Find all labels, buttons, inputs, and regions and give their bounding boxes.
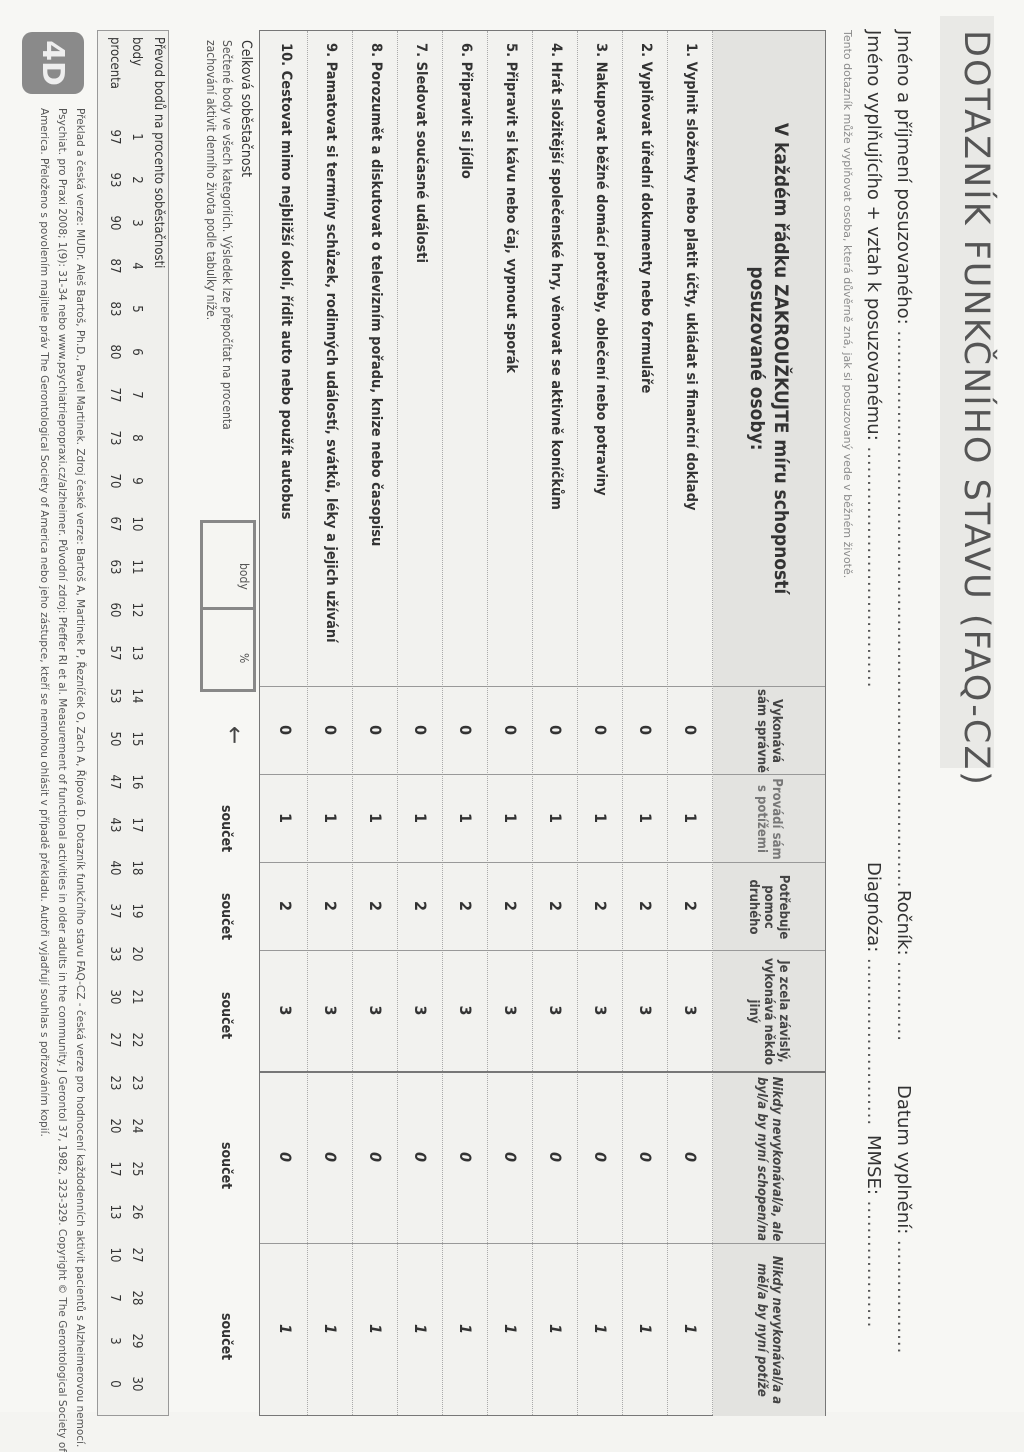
score-option[interactable]: 3 — [366, 1005, 385, 1016]
conversion-points-cell: 16 — [129, 774, 144, 790]
conversion-points-cell: 3 — [129, 219, 144, 227]
faq-table — [259, 30, 826, 1416]
score-option[interactable]: 1 — [321, 1323, 340, 1334]
conversion-percent-cell: 93 — [107, 172, 122, 188]
diagnosis-field[interactable] — [863, 862, 884, 1126]
logo: 4D — [22, 32, 84, 94]
total-box[interactable] — [200, 520, 256, 692]
column-divider — [260, 774, 825, 775]
conversion-percent-cell: 37 — [107, 903, 122, 919]
row-text: Porozumět a diskutovat o televizním pořadu, knize nebo časopisu — [368, 61, 384, 547]
conversion-points-cell: 23 — [129, 1075, 144, 1091]
score-option[interactable]: 1 — [276, 812, 295, 823]
row-label — [399, 43, 442, 263]
instruction-note: Tento dotazník může vyplňovat osoba, která důvěrně zná, jak si posuzovaný vede v běžném životě. — [841, 30, 854, 579]
row-number: 4. — [548, 43, 564, 58]
col-header-5: Nikdy nevykonával/a, ale byl/a by nyní schopen/na — [713, 1071, 825, 1245]
score-option[interactable]: 0 — [546, 1151, 565, 1162]
diagnosis-field-dots: ......................... — [863, 958, 884, 1127]
score-option[interactable]: 1 — [501, 1323, 520, 1334]
row-text: Cestovat mimo nejbližší okolí, řídit auto nebo použít autobus — [278, 70, 294, 520]
conversion-points-cell: 30 — [129, 1376, 144, 1392]
column-divider — [260, 950, 825, 951]
conversion-percent-cell: 83 — [107, 301, 122, 317]
score-option[interactable]: 1 — [501, 812, 520, 823]
score-option[interactable]: 3 — [321, 1005, 340, 1016]
conversion-percent-cell: 40 — [107, 860, 122, 876]
mmse-field-label: MMSE: — [863, 1135, 884, 1195]
score-option[interactable]: 0 — [411, 1151, 430, 1162]
score-option[interactable]: 2 — [591, 900, 610, 911]
row-number: 2. — [638, 43, 654, 58]
row-label — [354, 43, 397, 546]
conversion-points-label: body — [129, 37, 144, 66]
arrow-left-icon: ← — [221, 726, 249, 745]
row-number: 5. — [503, 43, 519, 58]
conversion-percent-cell: 27 — [107, 1032, 122, 1048]
conversion-points-cell: 11 — [129, 559, 144, 575]
score-option[interactable]: 1 — [681, 1323, 700, 1334]
conversion-percent-cell: 63 — [107, 559, 122, 575]
filler-field[interactable] — [863, 30, 884, 689]
conversion-points-cell: 10 — [129, 516, 144, 532]
score-option[interactable]: 2 — [321, 900, 340, 911]
total-box-divider — [203, 607, 253, 610]
conversion-percent-cell: 60 — [107, 602, 122, 618]
col-header-6: Nikdy nevykonával/a a měl/a by nyní potíže — [713, 1243, 825, 1416]
conversion-percent-cell: 3 — [107, 1337, 122, 1345]
sum-col-3: součet — [218, 893, 234, 941]
conversion-percent-cell: 77 — [107, 387, 122, 403]
mmse-field[interactable] — [863, 1135, 884, 1328]
page-title: DOTAZNÍK FUNKČNÍHO STAVU (FAQ-CZ) — [956, 30, 996, 787]
score-option[interactable]: 1 — [321, 812, 340, 823]
conversion-percent-cell: 23 — [107, 1075, 122, 1091]
conversion-points-cell: 28 — [129, 1290, 144, 1306]
sum-col-6: součet — [218, 1313, 234, 1361]
row-label — [579, 43, 622, 496]
row-label — [489, 43, 532, 373]
diagnosis-field-label: Diagnóza: — [863, 862, 884, 953]
table-row — [534, 31, 578, 1415]
year-field-label: Ročník: — [893, 890, 914, 956]
conversion-percent-cell: 80 — [107, 344, 122, 360]
conversion-percent-cell: 0 — [107, 1380, 122, 1388]
score-option[interactable]: 1 — [591, 1323, 610, 1334]
table-row — [624, 31, 668, 1415]
conversion-points-cell: 29 — [129, 1333, 144, 1349]
score-option[interactable]: 1 — [411, 812, 430, 823]
score-option[interactable]: 0 — [366, 724, 385, 735]
row-label — [534, 43, 577, 510]
conversion-points-cell: 13 — [129, 645, 144, 661]
conversion-percent-cell: 10 — [107, 1247, 122, 1263]
conversion-percent-cell: 30 — [107, 989, 122, 1005]
score-option[interactable]: 1 — [546, 812, 565, 823]
conversion-points-cell: 6 — [129, 348, 144, 356]
score-option[interactable]: 3 — [276, 1005, 295, 1016]
row-number: 7. — [413, 43, 429, 58]
score-option[interactable]: 3 — [591, 1005, 610, 1016]
score-option[interactable]: 0 — [366, 1151, 385, 1162]
score-option[interactable]: 0 — [456, 1151, 475, 1162]
score-option[interactable]: 0 — [546, 724, 565, 735]
conversion-percent-cell: 13 — [107, 1204, 122, 1220]
row-number: 8. — [368, 43, 384, 58]
conversion-points-cell: 20 — [129, 946, 144, 962]
name-field-label: Jméno a příjmení posuzovaného: — [893, 30, 914, 325]
score-option[interactable]: 1 — [591, 812, 610, 823]
conversion-points-cell: 14 — [129, 688, 144, 704]
table-row — [444, 31, 488, 1415]
conversion-points-cell: 7 — [129, 391, 144, 399]
row-text: Vyplnit složenky nebo platit účty, ukládat si finanční doklady — [683, 61, 699, 511]
summary-title: Celková soběstačnost — [238, 40, 254, 178]
row-number: 6. — [458, 43, 474, 58]
score-option[interactable]: 1 — [456, 1323, 475, 1334]
row-text: Sledovat současné události — [413, 61, 429, 264]
col-header-1: Vykonává sám správně — [713, 686, 825, 775]
score-option[interactable]: 2 — [501, 900, 520, 911]
conversion-percent-cell: 70 — [107, 473, 122, 489]
conversion-points-cell: 1 — [129, 133, 144, 141]
mmse-field-dots: ................... — [863, 1200, 884, 1329]
score-option[interactable]: 0 — [411, 724, 430, 735]
row-number: 1. — [683, 43, 699, 58]
score-option[interactable]: 0 — [591, 1151, 610, 1162]
row-text: Pamatovat si termíny schůzek, rodinných událostí, svátků, léky a jejich užívání — [323, 61, 339, 643]
conversion-points-cell: 21 — [129, 989, 144, 1005]
table-row — [354, 31, 398, 1415]
row-label — [264, 43, 307, 520]
conversion-points-cell: 19 — [129, 903, 144, 919]
score-option[interactable]: 0 — [276, 724, 295, 735]
conversion-percent-cell: 53 — [107, 688, 122, 704]
score-option[interactable]: 1 — [546, 1323, 565, 1334]
conversion-points-cell: 25 — [129, 1161, 144, 1177]
score-option[interactable]: 3 — [636, 1005, 655, 1016]
summary-text-1: Sečtené body ve všech kategoriích. Výsledek lze přepočítat na procenta — [220, 40, 234, 430]
conversion-points-cell: 2 — [129, 176, 144, 184]
score-option[interactable]: 0 — [321, 1151, 340, 1162]
conversion-percent-cell: 97 — [107, 129, 122, 145]
table-row — [309, 31, 353, 1415]
score-option[interactable]: 2 — [411, 900, 430, 911]
col-header-2: Provádí sám s potížemi — [713, 774, 825, 863]
conversion-table — [97, 30, 169, 1416]
conversion-percent-cell: 33 — [107, 946, 122, 962]
table-row — [264, 31, 308, 1415]
score-option[interactable]: 0 — [591, 724, 610, 735]
conversion-percent-cell: 73 — [107, 430, 122, 446]
score-option[interactable]: 2 — [456, 900, 475, 911]
table-header-main — [713, 31, 825, 686]
total-box-percent-label: % — [237, 653, 251, 664]
score-option[interactable]: 0 — [501, 724, 520, 735]
column-divider — [260, 862, 825, 863]
row-label — [669, 43, 712, 510]
col-header-3: Potřebuje pomoc druhého — [713, 862, 825, 951]
row-text: Připravit si kávu nebo čaj, vypnout sporák — [503, 61, 519, 374]
conversion-percent-label: procenta — [107, 37, 122, 89]
col-header-4: Je zcela závislý, vykonává někdo jiný — [713, 950, 825, 1072]
row-number: 9. — [323, 43, 339, 58]
score-option[interactable]: 0 — [636, 724, 655, 735]
table-header-line2: posuzované osoby: — [746, 266, 768, 451]
row-label — [309, 43, 352, 643]
conversion-points-cell: 5 — [129, 305, 144, 313]
conversion-percent-cell: 17 — [107, 1161, 122, 1177]
score-option[interactable]: 1 — [366, 1323, 385, 1334]
conversion-points-cell: 27 — [129, 1247, 144, 1263]
footer-line-1: Překlad a česká verze: MUDr. Aleš Bartoš, Ph.D., Pavel Martinek. Zdroj české verze: Bartoš A, Martinek P, Řezníček O, Zach A, Řípová D. Dotazník funkčního stavu FAQ-CZ - česká verze pro hodnocení každodenních aktivit pacientů s Alzheimerovou nemocí. — [74, 108, 86, 1448]
table-row — [399, 31, 443, 1415]
year-field-dots: ............ — [893, 961, 914, 1042]
conversion-points-cell: 22 — [129, 1032, 144, 1048]
score-option[interactable]: 1 — [636, 1323, 655, 1334]
score-option[interactable]: 3 — [546, 1005, 565, 1016]
footer-line-3: America. Přeloženo s povolením majitele práv The Gerontological Society of America nebo jeho zástupce, kteří se nemohou ohlásit v případě překladu. Autoři vyjadřují souhlas s pořizováním kopií. — [38, 108, 50, 1137]
filler-field-label: Jméno vyplňujícího + vztah k posuzovanému: — [863, 30, 884, 441]
summary-text-2: zachování aktivit denního života podle tabulky níže. — [204, 40, 218, 321]
conversion-percent-cell: 67 — [107, 516, 122, 532]
date-field[interactable] — [893, 1085, 914, 1354]
conversion-percent-cell: 50 — [107, 731, 122, 747]
row-text: Nakupovat běžné domácí potřeby, oblečení nebo potraviny — [593, 61, 609, 496]
score-option[interactable]: 2 — [681, 900, 700, 911]
score-option[interactable]: 1 — [456, 812, 475, 823]
sum-col-2: součet — [218, 805, 234, 853]
total-box-points-label: body — [237, 563, 251, 590]
score-option[interactable]: 2 — [636, 900, 655, 911]
score-option[interactable]: 2 — [546, 900, 565, 911]
sum-col-4: součet — [218, 992, 234, 1040]
conversion-percent-cell: 87 — [107, 258, 122, 274]
score-option[interactable]: 0 — [681, 724, 700, 735]
footer-line-2: Psychiat. pro Praxi 2008; 1(9): 31-34 nebo www.psychiatriepropraxi.cz/alzheimer. Původní zdroj: Pfeffer RI et al. Measurement of functional activities in older adults in the community. J Gerontol 37, 1982, 323-329. Copyright © The Gerontological Society of — [56, 108, 68, 1452]
column-divider — [260, 1243, 825, 1244]
column-divider — [260, 1071, 825, 1073]
filler-field-dots: .................................... — [863, 446, 884, 689]
score-option[interactable]: 3 — [456, 1005, 475, 1016]
date-field-label: Datum vyplnění: — [893, 1085, 914, 1235]
score-option[interactable]: 0 — [501, 1151, 520, 1162]
year-field[interactable] — [893, 890, 914, 1042]
score-option[interactable]: 1 — [366, 812, 385, 823]
conversion-percent-cell: 57 — [107, 645, 122, 661]
score-option[interactable]: 0 — [636, 1151, 655, 1162]
score-option[interactable]: 1 — [276, 1323, 295, 1334]
score-option[interactable]: 0 — [276, 1151, 295, 1162]
table-row — [579, 31, 623, 1415]
score-option[interactable]: 1 — [636, 812, 655, 823]
date-field-dots: ................. — [893, 1240, 914, 1355]
score-option[interactable]: 0 — [681, 1151, 700, 1162]
conversion-points-cell: 18 — [129, 860, 144, 876]
conversion-percent-cell: 90 — [107, 215, 122, 231]
conversion-percent-cell: 7 — [107, 1294, 122, 1302]
row-label — [444, 43, 487, 179]
score-option[interactable]: 2 — [276, 900, 295, 911]
row-text: Vyplňovat úřední dokumenty nebo formuláře — [638, 61, 654, 394]
conversion-points-cell: 15 — [129, 731, 144, 747]
row-label — [624, 43, 667, 393]
conversion-points-cell: 9 — [129, 477, 144, 485]
conversion-points-cell: 4 — [129, 262, 144, 270]
row-number: 3. — [593, 43, 609, 58]
score-option[interactable]: 1 — [681, 812, 700, 823]
score-option[interactable]: 1 — [411, 1323, 430, 1334]
table-row — [489, 31, 533, 1415]
table-row — [669, 31, 713, 1415]
conversion-points-cell: 17 — [129, 817, 144, 833]
conversion-points-cell: 8 — [129, 434, 144, 442]
sum-col-5: součet — [218, 1142, 234, 1190]
conversion-points-cell: 12 — [129, 602, 144, 618]
score-option[interactable]: 0 — [456, 724, 475, 735]
conversion-title: Převod bodů na procento soběstačnosti — [151, 37, 166, 269]
column-divider — [260, 686, 825, 687]
conversion-percent-cell: 20 — [107, 1118, 122, 1134]
table-header-line1: V každém řádku ZAKROUŽKUJTE míru schopností — [770, 122, 792, 595]
name-field-dots: ................................................................................... — [893, 330, 914, 889]
name-field[interactable] — [893, 30, 914, 888]
row-text: Hrát složitější společenské hry, věnovat se aktivně koníčkům — [548, 61, 564, 510]
score-option[interactable]: 3 — [411, 1005, 430, 1016]
score-option[interactable]: 3 — [681, 1005, 700, 1016]
score-option[interactable]: 0 — [321, 724, 340, 735]
row-text: Připravit si jídlo — [458, 61, 474, 179]
conversion-points-cell: 24 — [129, 1118, 144, 1134]
conversion-points-cell: 26 — [129, 1204, 144, 1220]
score-option[interactable]: 2 — [366, 900, 385, 911]
score-option[interactable]: 3 — [501, 1005, 520, 1016]
conversion-percent-cell: 47 — [107, 774, 122, 790]
conversion-percent-cell: 43 — [107, 817, 122, 833]
row-number: 10. — [278, 43, 294, 67]
